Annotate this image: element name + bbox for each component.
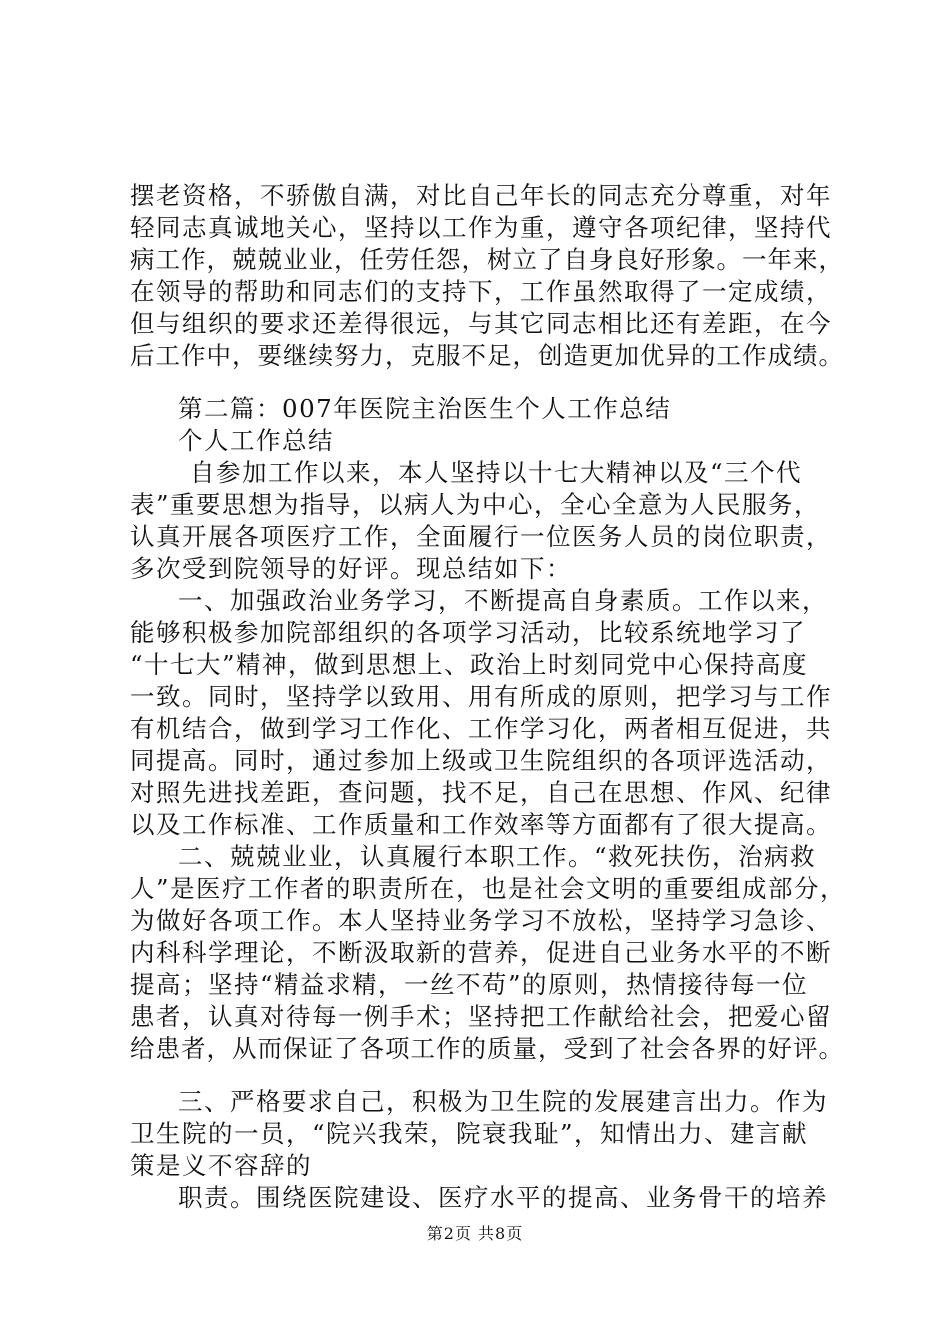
body-text-line: 表”重要思想为指导，以病人为中心，全心全意为人民服务， [130, 490, 821, 519]
body-text-line: 以及工作标准、工作质量和工作效率等方面都有了很大提高。 [130, 810, 832, 839]
body-text-line: 自参加工作以来，本人坚持以十七大精神以及“三个代 [190, 458, 803, 487]
body-text-line: 人”是医疗工作者的职责所在，也是社会文明的重要组成部分， [130, 874, 847, 903]
body-text-line: 一、加强政治业务学习，不断提高自身素质。工作以来， [178, 586, 828, 615]
body-text-line: 内科科学理论，不断汲取新的营养，促进自己业务水平的不断 [130, 938, 832, 967]
body-text-line: 能够积极参加院部组织的各项学习活动，比较系统地学习了 [130, 618, 806, 647]
body-text-line: 同提高。同时，通过参加上级或卫生院组织的各项评选活动， [130, 746, 832, 775]
document-subtitle: 个人工作总结 [178, 426, 334, 455]
body-text-line: 对照先进找差距，查问题，找不足，自己在思想、作风、纪律 [130, 778, 832, 807]
body-text-line: 在领导的帮助和同志们的支持下，工作虽然取得了一定成绩， [130, 277, 832, 306]
body-text-line: 认真开展各项医疗工作，全面履行一位医务人员的岗位职责， [130, 522, 832, 551]
page-number-footer: 第2页 共8页 [426, 1224, 524, 1243]
section-heading: 第二篇：007年医院主治医生个人工作总结 [178, 394, 672, 423]
body-text-line: 策是义不容辞的 [130, 1151, 312, 1180]
body-text-line: 一致。同时，坚持学以致用、用有所成的原则，把学习与工作 [130, 682, 832, 711]
body-text-line: 后工作中，要继续努力，克服不足，创造更加优异的工作成绩。 [130, 341, 844, 370]
body-text-line: 有机结合，做到学习工作化、工作学习化，两者相互促进，共 [130, 714, 832, 743]
body-text-line: 轻同志真诚地关心，坚持以工作为重，遵守各项纪律，坚持代 [130, 213, 832, 242]
body-text-line: 职责。围绕医院建设、医疗水平的提高、业务骨干的培养 [178, 1183, 828, 1212]
body-text-line: 多次受到院领导的好评。现总结如下： [130, 554, 572, 583]
body-text-line: 三、严格要求自己，积极为卫生院的发展建言出力。作为 [178, 1087, 828, 1116]
body-text-line: 卫生院的一员，“院兴我荣，院衰我耻”，知情出力、建言献 [130, 1119, 809, 1148]
body-text-line: 给患者，从而保证了各项工作的质量，受到了社会各界的好评。 [130, 1034, 844, 1063]
body-text-line: 患者，认真对待每一例手术；坚持把工作献给社会，把爱心留 [130, 1002, 832, 1031]
body-text-line: 二、兢兢业业，认真履行本职工作。“救死扶伤，治病救 [178, 842, 817, 871]
body-text-line: “十七大”精神，做到思想上、政治上时刻同党中心保持高度 [130, 650, 809, 679]
body-text-line: 摆老资格，不骄傲自满，对比自己年长的同志充分尊重，对年 [130, 181, 832, 210]
body-text-line: 病工作，兢兢业业，任劳任怨，树立了自身良好形象。一年来， [130, 245, 844, 274]
body-text-line: 但与组织的要求还差得很远，与其它同志相比还有差距，在今 [130, 309, 832, 338]
body-text-line: 提高；坚持“精益求精，一丝不苟”的原则，热情接待每一位 [130, 970, 809, 999]
body-text-line: 为做好各项工作。本人坚持业务学习不放松，坚持学习急诊、 [130, 906, 832, 935]
